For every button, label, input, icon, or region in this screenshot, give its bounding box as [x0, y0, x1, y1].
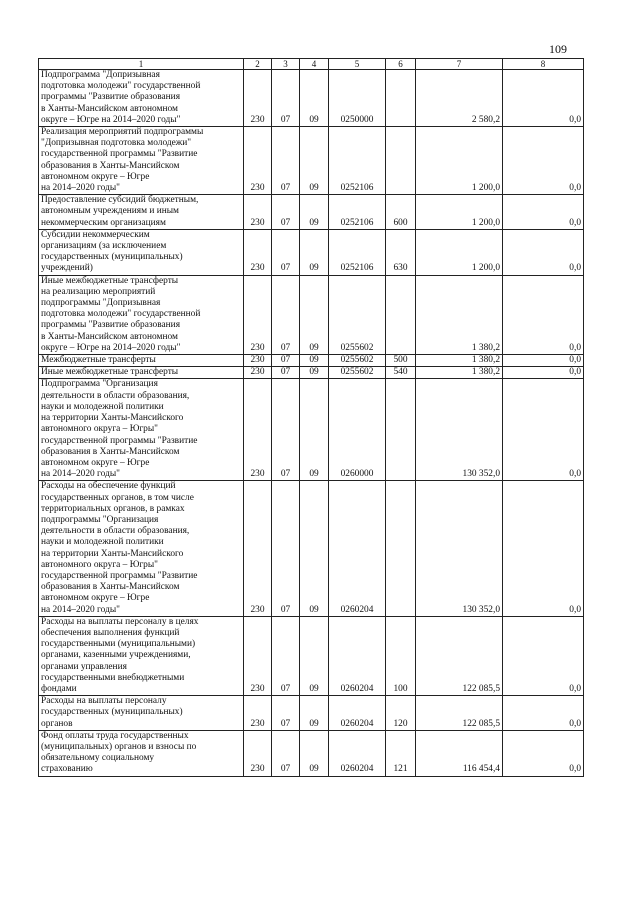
row-value-cell: 1 380,2	[416, 275, 503, 354]
column-header: 3	[272, 59, 300, 70]
row-value-cell: 122 085,5	[416, 696, 503, 731]
row-value-cell: 07	[272, 195, 300, 230]
row-value-cell: 09	[300, 355, 329, 367]
row-value-cell: 0,0	[503, 229, 584, 275]
row-value-cell: 0,0	[503, 355, 584, 367]
row-value-cell: 230	[244, 379, 272, 481]
row-value-cell: 130 352,0	[416, 379, 503, 481]
row-name-cell: Расходы на обеспечение функций государственных органов, в том числе территориальных органов, в рамках подпрограммы "Организация деятельности в области образования, науки и молодежной политики на территории Ханты-Мансийского автономного округа – Югры" государственной программы "Развитие образования в Ханты-Мансийском автономном округе – Югре на 2014–2020 годы"	[39, 481, 244, 616]
budget-table	[38, 58, 584, 777]
table-row	[39, 481, 584, 616]
row-value-cell: 230	[244, 275, 272, 354]
row-value-cell: 09	[300, 229, 329, 275]
row-value-cell: 540	[386, 367, 416, 379]
row-name-cell: Иные межбюджетные трансферты на реализацию мероприятий подпрограммы "Допризывная подготовка молодежи" государственной программы "Развитие образования в Ханты-Мансийском автономном округе – Югре на 2014–2020 годы"	[39, 275, 244, 354]
row-value-cell: 09	[300, 367, 329, 379]
row-name-cell: Субсидии некоммерческим организациям (за исключением государственных (муниципальных) учреждений)	[39, 229, 244, 275]
column-header: 7	[416, 59, 503, 70]
row-value-cell: 121	[386, 730, 416, 776]
row-name-cell: Расходы на выплаты персоналу в целях обеспечения выполнения функций государственными (муниципальными) органами, казенными учреждениями, органами управления государственными внебюджетными фондами	[39, 616, 244, 695]
column-header: 4	[300, 59, 329, 70]
row-value-cell: 630	[386, 229, 416, 275]
row-value-cell: 09	[300, 696, 329, 731]
row-value-cell: 0,0	[503, 730, 584, 776]
row-value-cell: 07	[272, 70, 300, 127]
row-value-cell: 0260204	[329, 730, 386, 776]
row-value-cell: 0,0	[503, 379, 584, 481]
row-value-cell: 2 580,2	[416, 70, 503, 127]
table-row	[39, 730, 584, 776]
row-value-cell: 0,0	[503, 367, 584, 379]
row-value-cell: 07	[272, 696, 300, 731]
row-value-cell: 100	[386, 616, 416, 695]
table-body	[39, 59, 584, 777]
row-value-cell: 09	[300, 379, 329, 481]
column-header: 1	[39, 59, 244, 70]
row-value-cell: 120	[386, 696, 416, 731]
header-row	[39, 59, 584, 70]
table-row	[39, 367, 584, 379]
row-value-cell: 1 200,0	[416, 127, 503, 195]
table-row	[39, 275, 584, 354]
row-value-cell: 0250000	[329, 70, 386, 127]
row-value-cell: 0255602	[329, 367, 386, 379]
page-number: 109	[549, 42, 567, 56]
table-row	[39, 70, 584, 127]
row-value-cell: 230	[244, 367, 272, 379]
row-value-cell: 230	[244, 127, 272, 195]
row-value-cell: 07	[272, 355, 300, 367]
row-value-cell: 07	[272, 616, 300, 695]
row-value-cell	[386, 275, 416, 354]
row-value-cell: 09	[300, 481, 329, 616]
row-value-cell	[386, 127, 416, 195]
row-value-cell: 0252106	[329, 195, 386, 230]
row-value-cell: 09	[300, 195, 329, 230]
row-value-cell: 0,0	[503, 195, 584, 230]
row-value-cell: 230	[244, 70, 272, 127]
row-value-cell: 0260000	[329, 379, 386, 481]
column-header: 6	[386, 59, 416, 70]
row-value-cell: 09	[300, 730, 329, 776]
row-value-cell: 07	[272, 367, 300, 379]
row-value-cell: 09	[300, 275, 329, 354]
row-value-cell: 0260204	[329, 616, 386, 695]
row-value-cell: 116 454,4	[416, 730, 503, 776]
row-value-cell: 230	[244, 481, 272, 616]
column-header: 2	[244, 59, 272, 70]
row-value-cell: 07	[272, 481, 300, 616]
row-value-cell: 500	[386, 355, 416, 367]
row-value-cell: 09	[300, 616, 329, 695]
row-value-cell: 230	[244, 229, 272, 275]
row-value-cell: 0252106	[329, 229, 386, 275]
row-value-cell: 130 352,0	[416, 481, 503, 616]
row-value-cell: 0255602	[329, 275, 386, 354]
row-value-cell: 0,0	[503, 127, 584, 195]
row-value-cell: 0,0	[503, 70, 584, 127]
row-value-cell: 07	[272, 275, 300, 354]
table-row	[39, 379, 584, 481]
row-name-cell: Подпрограмма "Допризывная подготовка молодежи" государственной программы "Развитие образования в Ханты-Мансийском автономном округе – Югре на 2014–2020 годы"	[39, 70, 244, 127]
row-value-cell: 0255602	[329, 355, 386, 367]
row-value-cell: 07	[272, 730, 300, 776]
row-value-cell: 1 380,2	[416, 367, 503, 379]
row-value-cell: 0,0	[503, 481, 584, 616]
table-row	[39, 195, 584, 230]
row-value-cell: 1 200,0	[416, 195, 503, 230]
row-value-cell	[386, 70, 416, 127]
row-value-cell: 230	[244, 730, 272, 776]
row-value-cell: 1 200,0	[416, 229, 503, 275]
row-value-cell: 09	[300, 127, 329, 195]
row-value-cell: 230	[244, 355, 272, 367]
row-name-cell: Межбюджетные трансферты	[39, 355, 244, 367]
table-row	[39, 127, 584, 195]
row-value-cell: 600	[386, 195, 416, 230]
row-name-cell: Иные межбюджетные трансферты	[39, 367, 244, 379]
row-value-cell: 09	[300, 70, 329, 127]
row-value-cell: 0260204	[329, 696, 386, 731]
row-name-cell: Подпрограмма "Организация деятельности в области образования, науки и молодежной политики на территории Ханты-Мансийского автономного округа – Югры" государственной программы "Развитие образования в Ханты-Мансийском автономном округе – Югре на 2014–2020 годы"	[39, 379, 244, 481]
row-value-cell: 0,0	[503, 696, 584, 731]
row-value-cell	[386, 379, 416, 481]
row-name-cell: Предоставление субсидий бюджетным, автономным учреждениям и иным некоммерческим организациям	[39, 195, 244, 230]
table-row	[39, 696, 584, 731]
column-header: 8	[503, 59, 584, 70]
row-name-cell: Реализация мероприятий подпрограммы "Допризывная подготовка молодежи" государственной программы "Развитие образования в Ханты-Мансийском автономном округе – Югре на 2014–2020 годы"	[39, 127, 244, 195]
row-value-cell	[386, 481, 416, 616]
row-name-cell: Фонд оплаты труда государственных (муниципальных) органов и взносы по обязательному социальному страхованию	[39, 730, 244, 776]
row-value-cell: 07	[272, 127, 300, 195]
row-value-cell: 07	[272, 379, 300, 481]
row-value-cell: 0252106	[329, 127, 386, 195]
row-value-cell: 0260204	[329, 481, 386, 616]
table-row	[39, 229, 584, 275]
table-row	[39, 355, 584, 367]
row-value-cell: 122 085,5	[416, 616, 503, 695]
row-value-cell: 230	[244, 195, 272, 230]
row-name-cell: Расходы на выплаты персоналу государственных (муниципальных) органов	[39, 696, 244, 731]
row-value-cell: 0,0	[503, 616, 584, 695]
row-value-cell: 1 380,2	[416, 355, 503, 367]
row-value-cell: 07	[272, 229, 300, 275]
row-value-cell: 230	[244, 616, 272, 695]
row-value-cell: 230	[244, 696, 272, 731]
table-row	[39, 616, 584, 695]
column-header: 5	[329, 59, 386, 70]
row-value-cell: 0,0	[503, 275, 584, 354]
